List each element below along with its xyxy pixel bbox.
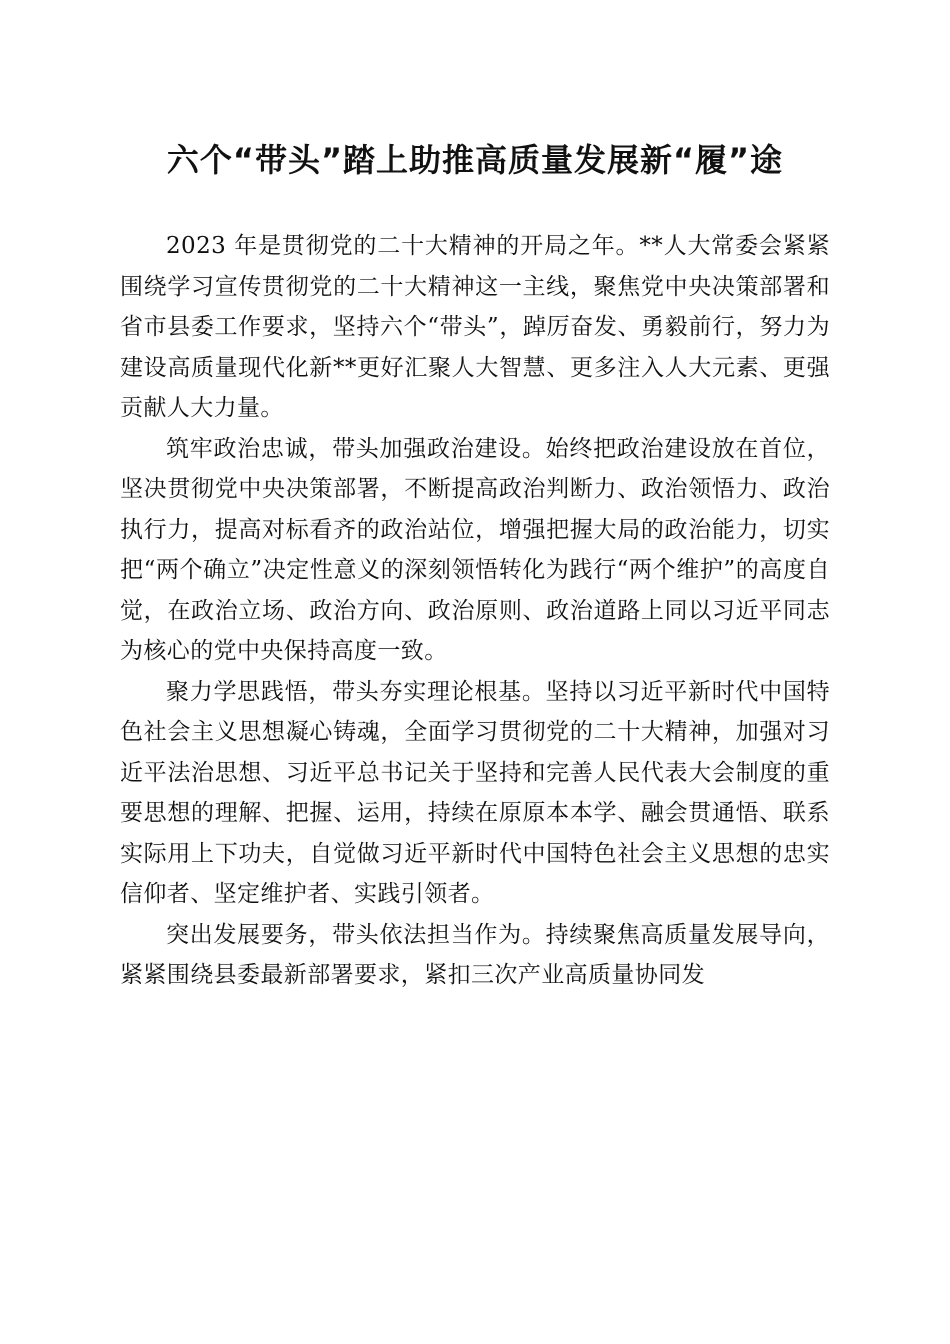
document-title: 六个“带头”踏上助推高质量发展新“履”途 bbox=[166, 141, 784, 179]
paragraph-theory-study: 聚力学思践悟，带头夯实理论根基。坚持以习近平新时代中国特色社会主义思想凝心铸魂，全面学习贯彻党的二十大精神，加强对习近平法治思想、习近平总书记关于坚持和完善人民代表大会制度的重要思想的理解、把握、运用，持续在原原本本学、融会贯通悟、联系实际用上下功夫，自觉做习近平新时代中国特色社会主义思想的忠实信仰者、坚定维护者、实践引领者。 bbox=[120, 678, 830, 907]
paragraph-development: 突出发展要务，带头依法担当作为。持续聚焦高质量发展导向，紧紧围绕县委最新部署要求，紧扣三次产业高质量协同发 bbox=[120, 921, 830, 988]
document-body bbox=[120, 226, 830, 996]
paragraph-intro: 2023 年是贯彻党的二十大精神的开局之年。**人大常委会紧紧围绕学习宣传贯彻党的二十大精神这一主线，聚焦党中央决策部署和省市县委工作要求，坚持六个“带头”，踔厉奋发、勇毅前行，努力为建设高质量现代化新**更好汇聚人大智慧、更多注入人大元素、更强贡献人大力量。 bbox=[120, 233, 830, 421]
paragraph-political-building: 筑牢政治忠诚，带头加强政治建设。始终把政治建设放在首位，坚决贯彻党中央决策部署，不断提高政治判断力、政治领悟力、政治执行力，提高对标看齐的政治站位，增强把握大局的政治能力，切实把“两个确立”决定性意义的深刻领悟转化为践行“两个维护”的高度自觉，在政治立场、政治方向、政治原则、政治道路上同以习近平同志为核心的党中央保持高度一致。 bbox=[120, 435, 830, 664]
